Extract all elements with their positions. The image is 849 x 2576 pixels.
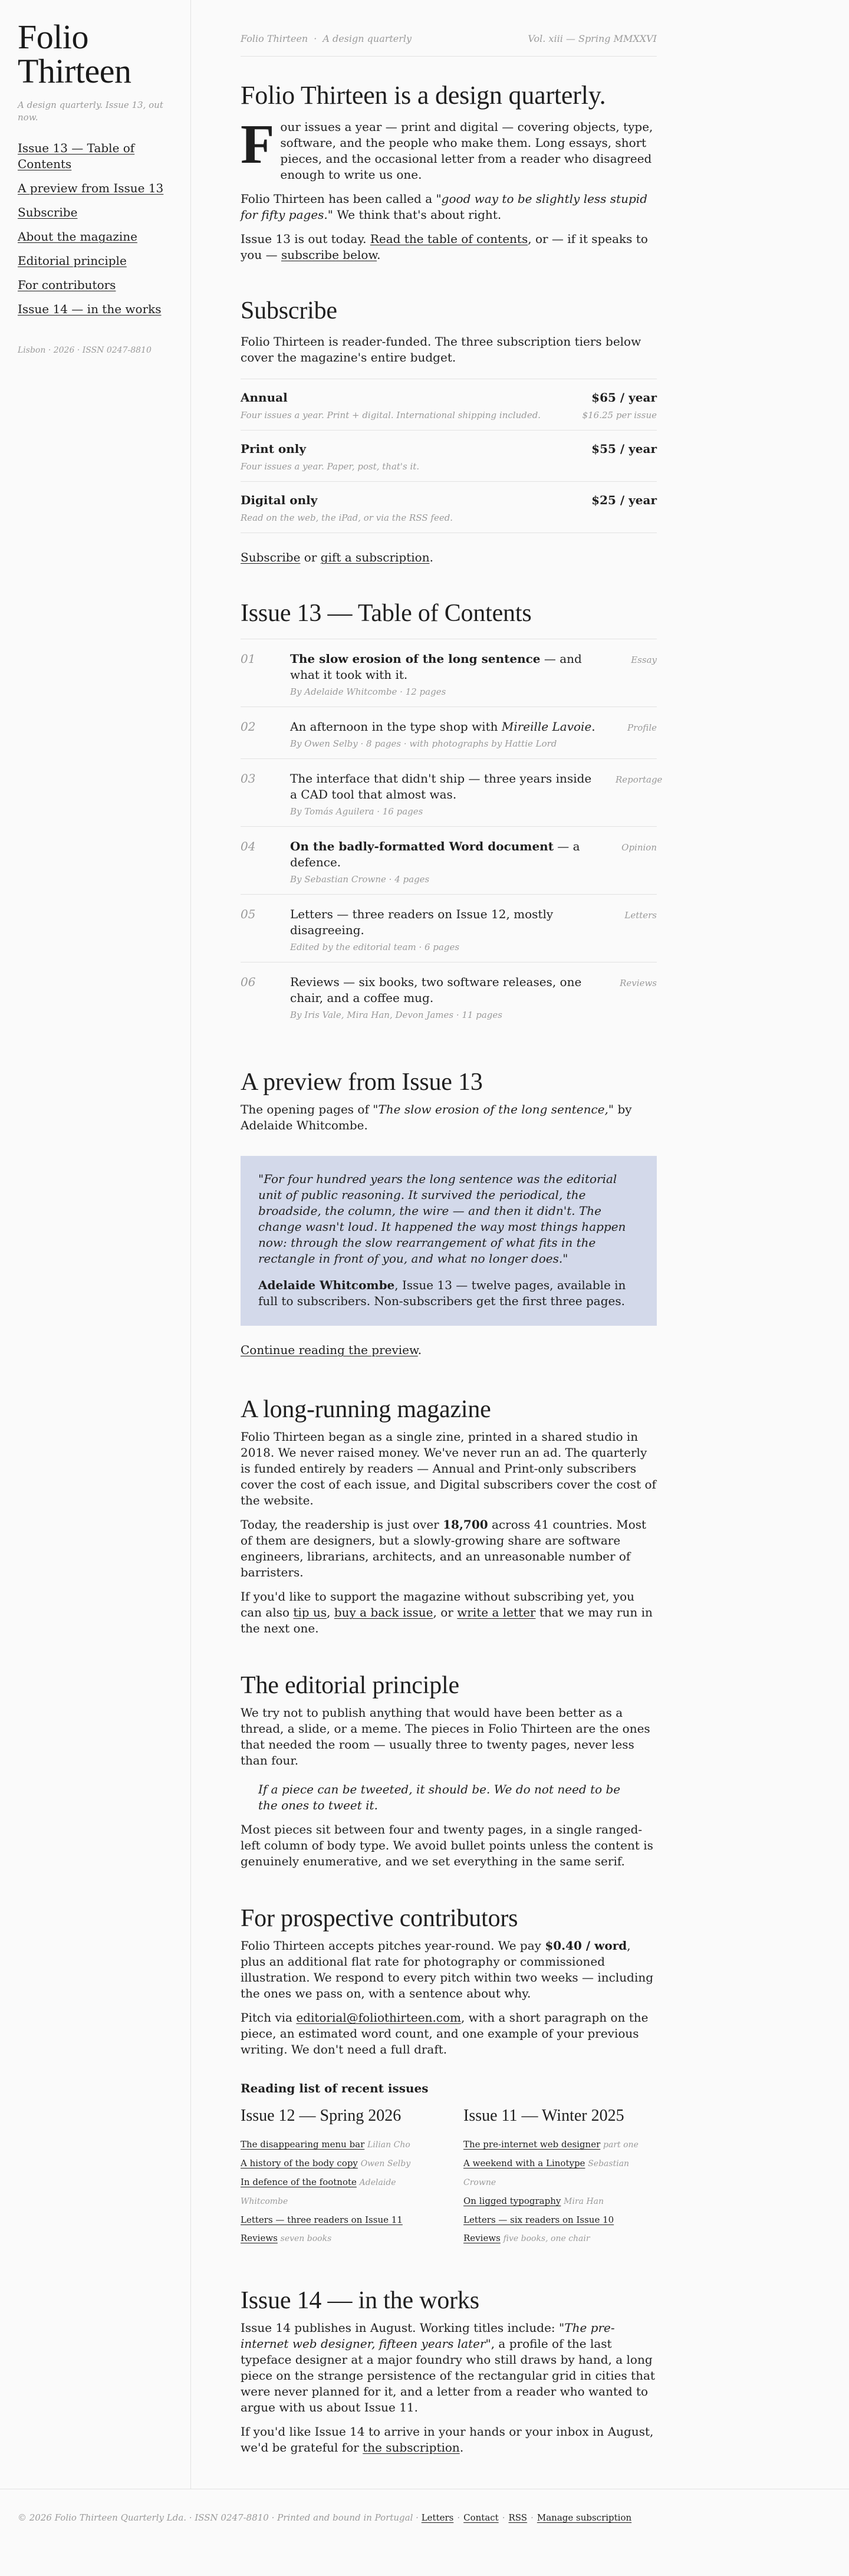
toc-category: Opinion: [621, 842, 657, 853]
article-byline: Owen Selby: [360, 2159, 411, 2168]
tier-name: Digital only: [241, 493, 318, 507]
tier-price: $55 / year: [591, 442, 657, 456]
toc-title-rest: — a defence.: [290, 839, 580, 869]
top-bar-desc: A design quarterly: [323, 33, 412, 44]
toc-number: 03: [241, 771, 256, 786]
about-p2-a: Today, the readership is just over: [241, 1517, 443, 1532]
about-p3-b: that we may run in the next one.: [241, 1605, 653, 1635]
continue-end: .: [417, 1343, 422, 1357]
reading-list-heading: Issue 12 — Spring 2026: [241, 2107, 402, 2125]
attribution-rest: , Issue 13 — twelve pages, available in full to subscribers. Non-subscribers get the first three pages.: [258, 1278, 626, 1308]
editorial-email-link[interactable]: editorial@foliothirteen.com: [296, 2010, 462, 2025]
nav-item-preview[interactable]: A preview from Issue 13: [18, 181, 164, 195]
issue-14-p1-b: , a profile of the last typeface designer at a major foundry who still draws by hand, a long piece on the strange persistence of the rectangular grid in cities that were never planned for it, and a letter from a reader who wanted to argue with us about Issue 11.: [241, 2337, 655, 2414]
tier-digital-only[interactable]: [241, 482, 657, 533]
footer-letters-link[interactable]: Letters: [421, 2512, 454, 2523]
toc-meta: By Iris Vale, Mira Han, Devon James · 11 pages: [290, 1010, 502, 1020]
intro-p3-c: .: [377, 248, 381, 262]
tier-name: Annual: [241, 390, 288, 405]
article-byline: Adelaide Whitcombe: [241, 2178, 396, 2206]
intro-p2-quote: "good way to be slightly less stupid for fifty pages.": [241, 192, 647, 222]
subscribe-text: Folio Thirteen is reader-funded. The three subscription tiers below cover the magazine's entire budget.: [241, 334, 641, 364]
article-byline: seven books: [280, 2234, 332, 2243]
list-item: [241, 2173, 434, 2211]
issue-14-heading: Issue 14 — in the works: [241, 2287, 479, 2314]
toc-item[interactable]: [241, 962, 657, 1030]
reading-list-title: Reading list of recent issues: [241, 2081, 429, 2095]
toc-title: The interface that didn't ship — three years inside a CAD tool that almost was.: [290, 771, 592, 801]
contributors-p2-a: Pitch via: [241, 2010, 297, 2025]
toc-number: 01: [241, 652, 256, 666]
article-byline: five books, one chair: [503, 2234, 590, 2243]
preview-attribution: [258, 1277, 639, 1309]
issue-14-p1-em: "The pre-internet web designer, fifteen years later": [241, 2321, 615, 2351]
toc-title-rest: — and what it took with it.: [290, 652, 582, 682]
about-section: [241, 1395, 657, 1637]
drop-cap: F: [241, 114, 275, 175]
lede-text: our issues a year — print and digital — covering objects, type, software, and the people who make them. Long essays, short pieces, and the occasional letter from a reader who disagreed enough to write us one.: [280, 120, 653, 182]
toc-title-bold: On the badly-formatted Word document: [290, 839, 554, 853]
reading-list-issue-11: [463, 2106, 657, 2248]
toc-category: Reviews: [620, 978, 657, 988]
sidebar-nav: [18, 140, 173, 317]
issue-14-p1: [241, 2320, 657, 2416]
page-footer: © 2026 Folio Thirteen Quarterly Lda. · ISSN 0247-8810 · Printed and bound in Portugal · Letters · Contact · RSS · Manage subscription: [0, 2489, 849, 2576]
continue-reading-link[interactable]: Continue reading the preview: [241, 1343, 418, 1357]
article-link[interactable]: A weekend with a Linotype: [463, 2158, 585, 2168]
article-link[interactable]: Reviews: [463, 2233, 501, 2243]
pay-rate: $0.40 / word: [545, 1938, 627, 1953]
editorial-pull-quote: If a piece can be tweeted, it should be. We do not need to be the ones to tweet it.: [258, 1782, 621, 1812]
article-link[interactable]: On ligged typography: [463, 2196, 561, 2206]
toc-meta: By Tomás Aguilera · 16 pages: [290, 806, 423, 817]
preview-quote-box: [241, 1156, 657, 1326]
intro-p2-b: We think that's about right.: [333, 208, 502, 222]
preview-heading: A preview from Issue 13: [241, 1069, 483, 1096]
list-item: [463, 2229, 657, 2248]
reading-list-heading: Issue 11 — Winter 2025: [463, 2107, 624, 2125]
preview-quote: "For four hundred years the long sentence was the editorial unit of public reasoning. It survived the periodical, the broadside, the column, the wire — and then it didn't. The change wasn't loud. It happened the way most things happen now: through the slow rearrangement of what fits in the rectangle in front of you, and what no longer does.": [258, 1172, 626, 1266]
toc-meta: By Adelaide Whitcombe · 12 pages: [290, 686, 446, 697]
toc-section: [241, 599, 663, 1030]
back-issue-link[interactable]: buy a back issue: [334, 1605, 433, 1619]
tier-desc: Four issues a year. Print + digital. International shipping included.: [241, 410, 541, 420]
subscribe-below-link[interactable]: subscribe below: [281, 248, 377, 262]
toc-title-em: Mireille Lavoie: [501, 719, 592, 734]
tier-name: Print only: [241, 442, 307, 456]
subscribe-heading: Subscribe: [241, 297, 337, 324]
contributors-p1-b: , plus an additional flat rate for photography or commissioned illustration. We respond to every pitch within two weeks — including the ones we pass on, with a sentence about why.: [241, 1938, 654, 2000]
editorial-heading: The editorial principle: [241, 1672, 459, 1699]
about-p3: [241, 1589, 657, 1637]
editorial-p2: Most pieces sit between four and twenty pages, in a single ranged-left column of body type. We avoid bullet points unless the content is genuinely enumerative, and we set everything in the same serif.: [241, 1822, 653, 1868]
about-p2: [241, 1517, 657, 1581]
toc-title: Letters — three readers on Issue 12, mostly disagreeing.: [290, 907, 554, 937]
reading-list-issue-12: [241, 2106, 434, 2248]
top-bar: [241, 0, 657, 57]
tier-price: $25 / year: [591, 493, 657, 507]
contributors-p1: [241, 1938, 657, 2002]
issue-14-p2-a: If you'd like Issue 14 to arrive in your hands or your inbox in August, we'd be grateful for: [241, 2424, 654, 2455]
list-item: [463, 2192, 657, 2211]
intro-p3-b: , or — if it speaks to you —: [241, 232, 648, 262]
toc-category: Essay: [631, 655, 657, 665]
nav-item-toc[interactable]: Issue 13 — Table of Contents: [18, 141, 135, 171]
toc-title: Reviews — six books, two software releases, one chair, and a coffee mug.: [290, 975, 582, 1005]
about-p2-b: across 41 countries. Most of them are designers, but a slowly-growing share are software engineers, librarians, architects, and an unreasonable number of barristers.: [241, 1517, 647, 1579]
about-heading: A long-running magazine: [241, 1396, 491, 1423]
toc-item[interactable]: [241, 826, 657, 894]
subscribe-link[interactable]: Subscribe: [241, 550, 301, 564]
article-byline: Mira Han: [564, 2197, 604, 2206]
tier-note: $16.25 per issue: [582, 410, 657, 420]
list-item: [463, 2135, 657, 2154]
subscription-tiers: [241, 379, 657, 533]
toc-heading: Issue 13 — Table of Contents: [241, 600, 532, 627]
about-p3-s1: ,: [327, 1605, 334, 1619]
toc-title: [290, 651, 597, 683]
article-link[interactable]: Letters — six readers on Issue 10: [463, 2214, 614, 2225]
intro-lede: [241, 114, 657, 183]
toc-meta: By Sebastian Crowne · 4 pages: [290, 874, 430, 885]
article-link[interactable]: The disappearing menu bar: [241, 2139, 365, 2150]
list-item: [241, 2154, 434, 2173]
reading-list: [241, 2106, 657, 2248]
article-link[interactable]: In defence of the footnote: [241, 2177, 357, 2187]
toc-title: [290, 719, 597, 735]
list-item: [463, 2154, 657, 2192]
subscribe-section: [241, 296, 657, 566]
top-bar-separator: ·: [314, 33, 317, 44]
volume-label: Vol. xiii — Spring MMXXVI: [528, 33, 657, 44]
toc-meta: Edited by the editorial team · 6 pages: [290, 942, 460, 952]
readership-count: 18,700: [443, 1517, 488, 1532]
list-item: [241, 2229, 434, 2248]
list-item: [241, 2211, 434, 2229]
top-bar-name: Folio Thirteen: [241, 33, 308, 44]
toc-list: [241, 639, 663, 1030]
contributors-heading: For prospective contributors: [241, 1905, 518, 1932]
nav-item-subscribe[interactable]: Subscribe: [18, 205, 78, 219]
toc-item[interactable]: [241, 758, 663, 826]
toc-number: 06: [241, 975, 256, 989]
the-subscription-link[interactable]: the subscription: [363, 2440, 460, 2455]
intro-cta-paragraph: [241, 231, 657, 263]
toc-item[interactable]: [241, 707, 657, 758]
subscribe-cta: [241, 550, 657, 566]
preview-section: [241, 1067, 657, 1358]
toc-number: 05: [241, 907, 256, 921]
logo-line-1: Folio: [18, 18, 88, 56]
intro-quote-paragraph: [241, 191, 657, 223]
issue-14-p1-a: Issue 14 publishes in August. Working titles include:: [241, 2321, 560, 2335]
subscribe-cta-end: .: [429, 550, 433, 564]
footer-rss-link[interactable]: RSS: [508, 2512, 528, 2523]
preview-intro: [241, 1102, 657, 1133]
toc-item[interactable]: [241, 639, 657, 707]
tier-annual[interactable]: [241, 379, 657, 431]
continue-paragraph: [241, 1342, 657, 1358]
issue-14-p2-b: .: [459, 2440, 464, 2455]
preview-intro-a: The opening pages of: [241, 1102, 373, 1116]
intro-p3-a: Issue 13 is out today.: [241, 232, 370, 246]
toc-title: [290, 839, 597, 870]
issue-14-section: [241, 2286, 657, 2456]
toc-number: 02: [241, 719, 256, 734]
write-letter-link[interactable]: write a letter: [457, 1605, 536, 1619]
page-title: Folio Thirteen is a design quarterly.: [241, 81, 606, 110]
read-toc-link[interactable]: Read the table of contents: [370, 232, 528, 246]
logo-line-2: Thirteen: [18, 52, 131, 90]
subscribe-cta-mid: or: [300, 550, 321, 564]
toc-category: Profile: [627, 722, 657, 733]
contributors-p1-a: Folio Thirteen accepts pitches year-round. We pay: [241, 1938, 545, 1953]
toc-meta: By Owen Selby · 8 pages · with photographs by Hattie Lord: [290, 738, 557, 749]
tier-price: $65 / year: [591, 390, 657, 405]
tagline: A design quarterly. Issue 13, out now.: [18, 100, 163, 123]
article-link[interactable]: A history of the body copy: [241, 2158, 358, 2168]
article-link[interactable]: Letters — three readers on Issue 11: [241, 2214, 403, 2225]
contributors-section: [241, 1904, 657, 2248]
list-item: [463, 2211, 657, 2229]
tip-us-link[interactable]: tip us: [293, 1605, 327, 1619]
toc-category: Letters: [624, 910, 657, 921]
list-item: [241, 2135, 434, 2154]
nav-item-contributors[interactable]: For contributors: [18, 278, 116, 292]
tier-desc: Read on the web, the iPad, or via the RSS feed.: [241, 512, 453, 523]
toc-title-end: .: [591, 719, 595, 734]
footer-text: © 2026 Folio Thirteen Quarterly Lda. · ISSN 0247-8810 · Printed and bound in Portugal ·: [18, 2512, 419, 2523]
main-content: [241, 0, 663, 2456]
top-bar-left: [241, 33, 417, 44]
about-p3-a: If you'd like to support the magazine without subscribing yet, you can also: [241, 1589, 635, 1619]
tier-print-only[interactable]: [241, 431, 657, 482]
article-byline: Sebastian Crowne: [463, 2159, 630, 2187]
intro-p2-a: Folio Thirteen has been called a: [241, 192, 436, 206]
nav-item-editorial[interactable]: Editorial principle: [18, 254, 127, 268]
issue-14-p2: [241, 2424, 657, 2456]
gift-subscription-link[interactable]: gift a subscription: [320, 550, 430, 564]
toc-title-bold: The slow erosion of the long sentence: [290, 652, 541, 666]
about-p3-s2: , or: [433, 1605, 458, 1619]
tier-desc: Four issues a year. Paper, post, that's it.: [241, 461, 420, 472]
sidebar-footer: Lisbon · 2026 · ISSN 0247-8810: [18, 346, 152, 355]
article-link[interactable]: The pre-internet web designer: [463, 2139, 601, 2150]
about-p1: Folio Thirteen began as a single zine, printed in a shared studio in 2018. We never raised money. We've never run an ad. The quarterly is funded entirely by readers — Annual and Print-only subscribers cover the cost of each issue, and Digital subscribers cover the cost of the website.: [241, 1430, 656, 1507]
footer-contact-link[interactable]: Contact: [463, 2512, 499, 2523]
toc-category: Reportage: [616, 774, 663, 785]
article-byline: part one: [603, 2140, 639, 2150]
nav-item-issue-14[interactable]: Issue 14 — in the works: [18, 302, 162, 316]
site-logo[interactable]: [18, 20, 173, 88]
preview-intro-b: by Adelaide Whitcombe.: [241, 1102, 632, 1132]
article-link[interactable]: Reviews: [241, 2233, 278, 2243]
editorial-section: [241, 1671, 657, 1869]
author-name: Adelaide Whitcombe: [258, 1278, 395, 1292]
sidebar: [0, 0, 191, 2489]
nav-item-about[interactable]: About the magazine: [18, 229, 137, 244]
toc-number: 04: [241, 839, 256, 853]
contributors-p2: [241, 2010, 657, 2058]
toc-title-rest: An afternoon in the type shop with: [290, 719, 502, 734]
footer-manage-subscription-link[interactable]: Manage subscription: [537, 2512, 632, 2523]
preview-intro-em: "The slow erosion of the long sentence,": [373, 1102, 614, 1116]
article-byline: Lilian Cho: [367, 2140, 410, 2150]
toc-item[interactable]: [241, 894, 657, 962]
contributors-p2-b: , with a short paragraph on the piece, an estimated word count, and one example of your previous writing. We don't need a full draft.: [241, 2010, 649, 2056]
editorial-p1: We try not to publish anything that would have been better as a thread, a slide, or a meme. The pieces in Folio Thirteen are the ones that needed the room — usually three to twenty pages, never less than four.: [241, 1706, 650, 1767]
